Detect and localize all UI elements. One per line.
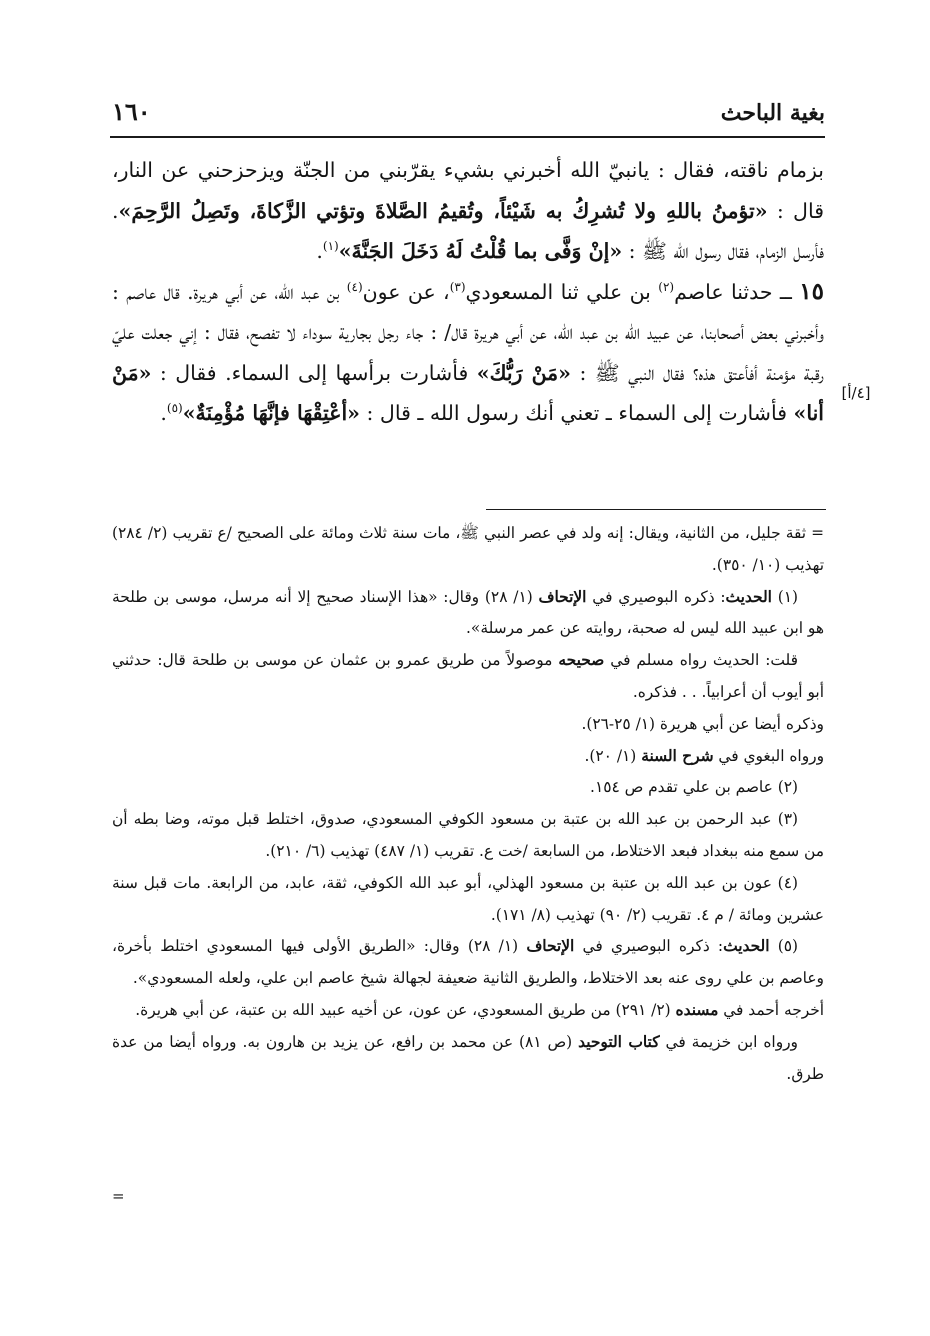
- text-segment: .: [316, 239, 323, 263]
- footnote-number: (٥): [769, 937, 798, 956]
- prophetic-quote: «تؤمنُ باللهِ ولا تُشرِكُ به شَيْئاً، وتُقيمُ الصَّلاةَ وتؤتي الزَّكاةَ، وتَصِلُ الرَّحِمَ»: [118, 198, 768, 223]
- text-segment: أخرجه أحمد في: [718, 1000, 824, 1019]
- text-segment: بن علي ثنا المسعودي: [465, 279, 659, 304]
- prophetic-quote: «مَنْ رَبُّكَ»: [476, 360, 571, 385]
- footnote-5-note-2: [112, 1027, 824, 1091]
- prophetic-quote: «مَنْ أنا»: [112, 360, 824, 425]
- text-segment: : ذكره البوصيري في: [586, 587, 726, 606]
- text-segment: . فأرسل الزمام، فقال رسول الله ﷺ :: [112, 198, 824, 263]
- main-text: [112, 150, 824, 434]
- footnote-5: [112, 931, 824, 995]
- hadith-14-ending: [112, 150, 824, 272]
- hadith-number: ١٥: [799, 277, 824, 305]
- text-segment: (١/ ٢٨) وقال: «الطريق الأولى فيها المسعودي اختلط بأخرة، وعاصم بن علي روى عنه بعد الاختلاط، والطريق الثانية ضعيفة لجهالة شيخ عاصم ابن علي، ولعله المسعودي».: [112, 937, 824, 988]
- manuscript-folio-marker: [٤/أ]: [841, 384, 871, 402]
- page-number: ١٦٠: [112, 97, 151, 126]
- text-segment: ورواه البغوي في: [713, 746, 824, 765]
- footnote-term: الحديث: [723, 937, 770, 956]
- text-segment: (ص ٨١) عن محمد بن رافع، عن يزيد بن هارون به. ورواه أيضا من عدة طرق.: [112, 1032, 824, 1083]
- text-segment: بن عبد الله، عن أبي هريرة. قال عاصم : وأخبرني بعض أصحابنا، عن عبيد الله بن عبد الله، عن أبي هريرة قال/ : جاء رجل بجارية سوداء لا تفصح، فقال : إني جعلت عليّ رقبة مؤمنة أفأعتق هذه؟ فقال النبي ﷺ :: [112, 279, 824, 385]
- text-segment: .: [160, 401, 167, 425]
- footnote-3: (٣) عبد الرحمن بن عبد الله بن عتبة بن مسعود الكوفي المسعودي، صدوق، اختلط قبل موته، وضا بطه أن من سمع منه ببغداد فبعد الاختلاط، من السابعة /خت ع. تقريب (١/ ٤٨٧) تهذيب (٦/ ٢١٠).: [112, 810, 824, 860]
- footnote-reference: (٣): [449, 279, 466, 294]
- continuation-mark: =: [112, 1187, 125, 1205]
- text-segment: ــ حدثنا عاصم: [674, 279, 800, 304]
- footnote-reference: (١): [322, 239, 339, 254]
- footnote-1: [112, 582, 824, 646]
- text-segment: موصولاً من طريق عمرو بن عثمان عن موسى بن طلحة قال: حدثني أبو أيوب أن أعرابياً. . . فذكره.: [112, 651, 824, 701]
- text-segment: قلت: الحديث رواه مسلم في: [604, 651, 798, 670]
- book-name: كتاب التوحيد: [578, 1032, 660, 1051]
- book-name: مسنده: [675, 1000, 719, 1019]
- footnote-1-note: [112, 645, 824, 709]
- footnote-1-extra: وذكره أيضا عن أبي هريرة (١/ ٢٥-٢٦).: [581, 714, 824, 733]
- text-segment: فأشارت إلى السماء ـ تعني أنك رسول الله ـ قال :: [359, 401, 794, 425]
- footnote-reference: (٤): [346, 279, 363, 294]
- hadith-15: [112, 272, 824, 434]
- footnote-1-extra-2: [112, 741, 824, 773]
- footnote-divider: [486, 509, 826, 510]
- footnote-reference: (٥): [166, 401, 183, 416]
- text-segment: فأشارت برأسها إلى السماء. فقال :: [151, 360, 477, 385]
- book-name: شرح السنة: [641, 746, 714, 765]
- book-name: صحيحه: [558, 651, 605, 670]
- text-segment: بزمام ناقته، فقال : يانبيّ الله أخبرني بشيء يقرّبني من الجنّة ويزحزحني عن النار، قال :: [112, 158, 824, 223]
- footnote-reference: (٢): [658, 279, 675, 294]
- book-name: الإتحاف: [526, 937, 575, 956]
- page-header: [110, 96, 825, 138]
- prophetic-quote: «إنْ وَفَّى بما قُلْتُ لَهُ دَخَلَ الجَنَّةَ»: [338, 239, 623, 263]
- book-name: الإتحاف: [538, 587, 587, 606]
- text-segment: ورواه ابن خزيمة في: [659, 1032, 798, 1051]
- text-segment: : ذكره البوصيري في: [574, 937, 724, 956]
- prophetic-quote: «أعْتِقْهَا فإنَّهَا مُؤْمِنَةٌ»: [182, 401, 360, 425]
- footnote-term: الحديث: [725, 587, 772, 606]
- footnote-2: (٢) عاصم بن علي تقدم ص ١٥٤.: [590, 778, 798, 797]
- text-segment: ، عن عون: [362, 279, 450, 304]
- footnote-5-note: [112, 995, 824, 1027]
- footnote-continuation: = ثقة جليل، من الثانية، ويقال: إنه ولد في عصر النبي ﷺ، مات سنة ثلاث ومائة على الصحيح /ع تقريب (٢/ ٢٨٤) تهذيب (١٠/ ٣٥٠).: [112, 524, 825, 574]
- text-segment: (١/ ٢٨) وقال: «هذا الإسناد صحيح إلا أنه مرسل، موسى بن طلحة هو ابن عبيد الله ليس له صحبة، روايته عن عمر مرسلة».: [112, 587, 824, 638]
- footnotes: [112, 518, 824, 1090]
- text-segment: (١/ ٢٠).: [584, 746, 642, 765]
- footnote-4: (٤) عون بن عبد الله بن عتبة بن مسعود الهذلي، أبو عبد الله الكوفي، ثقة، عابد، من الرابعة. مات قبل سنة عشرين ومائة / م ٤. تقريب (٢/ ٩٠) تهذيب (٨/ ١٧١).: [112, 873, 824, 924]
- book-title: بغية الباحث: [720, 100, 825, 126]
- footnote-number: (١): [771, 587, 798, 606]
- text-segment: (٢/ ٢٩١) من طريق المسعودي، عن عون، عن أخيه عبيد الله بن عتبة، عن أبي هريرة.: [135, 1000, 676, 1019]
